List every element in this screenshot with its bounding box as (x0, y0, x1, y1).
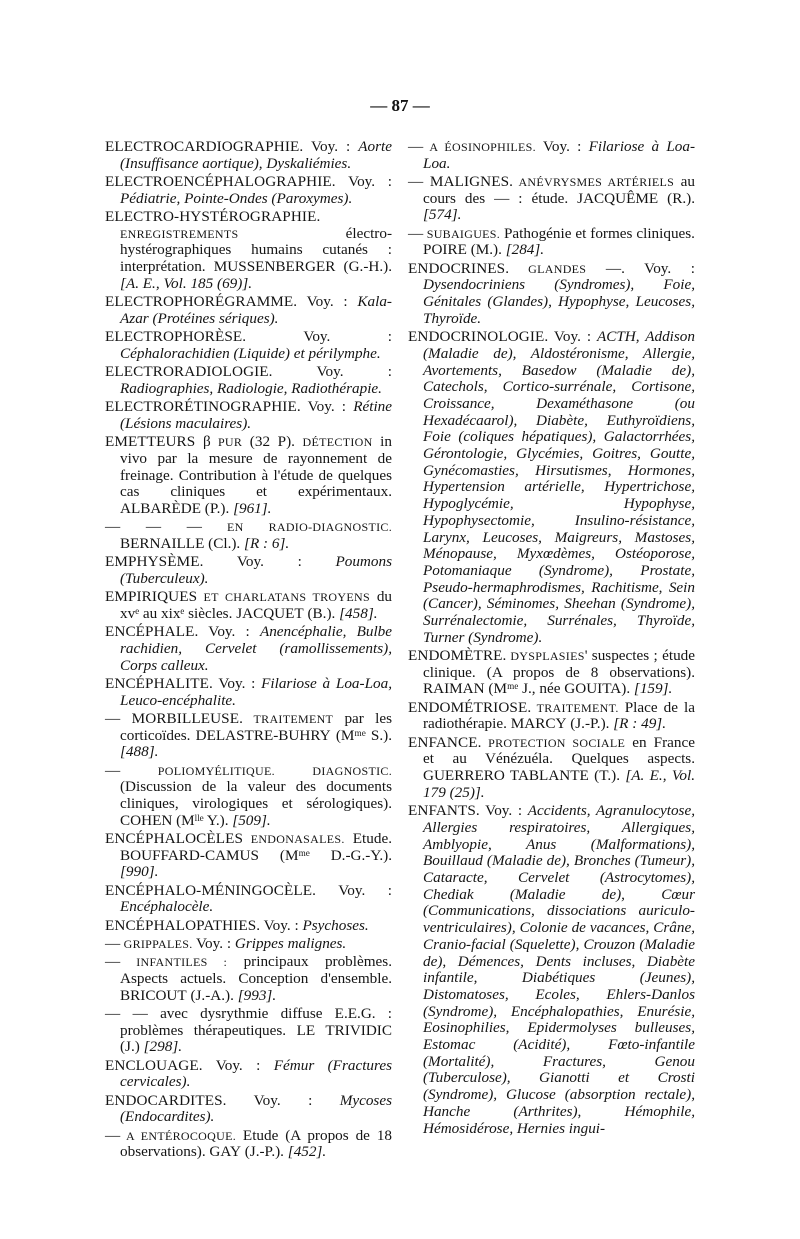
entry-heading: — (105, 761, 121, 779)
index-entry (105, 1006, 392, 1056)
index-entry (105, 329, 392, 362)
cross-reference: Dysendocriniens (Syndromes), Foie, Génitales (Glandes), Hypophyse, Leucoses, Thyroïde. (423, 276, 695, 327)
entry-heading: ELECTROPHORÉGRAMME. (105, 293, 298, 311)
entry-text: avec dysrythmie diffuse E.E.G. : problèmes thérapeutiques. (120, 1005, 392, 1039)
author-name: DELASTRE-BUHRY (195, 726, 331, 744)
citation-reference: [509]. (232, 811, 271, 829)
entry-text: par les corticoïdes. (120, 709, 392, 744)
subheading-smallcaps: TRAITEMENT (242, 711, 334, 726)
entry-text: (T.). (588, 767, 626, 785)
entry-text: Voy. : (192, 935, 235, 953)
subheading-smallcaps: POLIOMYÉLITIQUE. DIAGNOSTIC. (120, 763, 392, 778)
entry-text: ). (621, 680, 634, 698)
author-name: GUERRERO TABLANTE (423, 767, 589, 785)
cross-reference: Kala-Azar (Protéines sériques). (120, 293, 392, 327)
entry-text: (G.-H.). (335, 258, 393, 276)
subheading-smallcaps: ANÉVRYSMES ARTÉRIELS (513, 175, 675, 189)
entry-heading: EMETTEURS β (105, 433, 211, 451)
entry-text: électro-hystérographiques humains cutanés : interprétation. (120, 224, 392, 276)
entry-text: (B.). (303, 604, 340, 622)
citation-reference: [A. E., Vol. 179 (25)]. (423, 767, 696, 801)
citation-reference: [R : 49]. (613, 715, 666, 733)
voy-label: Voy. : (198, 623, 260, 641)
citation-reference: [A. E., Vol. 185 (69)]. (120, 274, 253, 292)
author-name: RAIMAN (423, 680, 485, 698)
author-name: BOUFFARD-CAMUS (120, 846, 259, 864)
voy-label: Voy. : (316, 881, 392, 899)
index-entry (105, 399, 392, 432)
index-entry (408, 648, 695, 698)
entry-heading: ELECTROPHORÈSE. (105, 328, 247, 346)
subheading-smallcaps: PUR (210, 435, 243, 450)
entry-text: in vivo par la mesure de rayonnement de freinage. Contribution à l'étude de quelques cas cliniques et expérimentaux. (120, 433, 392, 501)
entry-heading: ELECTRORADIOLOGIE. (105, 363, 273, 381)
subheading-smallcaps: ENDONASALES. (243, 832, 345, 847)
author-name: MARCY (510, 715, 567, 733)
index-entry (105, 174, 392, 207)
voy-label: Voy. : (297, 293, 358, 311)
entry-heading: ELECTRO-HYSTÉROGRAPHIE. (105, 208, 321, 225)
voy-label: Voy. : (212, 674, 262, 692)
index-entry (105, 1058, 392, 1091)
subheading-smallcaps: TRAITEMENT. (531, 700, 619, 715)
entry-text: (Cl.). (204, 534, 245, 552)
voy-label: Voy. : (335, 173, 392, 190)
subheading-smallcaps: SUBAIGUES. (423, 226, 501, 241)
right-column (408, 139, 695, 1139)
voy-label: Voy. : (260, 916, 303, 934)
entry-text: ' suspectes ; étude clinique. (A propos de 8 observations). (423, 647, 695, 681)
author-name: JACQUET (236, 604, 304, 622)
index-entry (105, 519, 392, 552)
index-entry (105, 831, 392, 881)
citation-reference: [298]. (143, 1038, 183, 1056)
entry-text: Voy. : (535, 138, 589, 155)
subheading-smallcaps: GLANDES (509, 261, 587, 276)
index-entry (105, 763, 392, 830)
index-entry (105, 918, 392, 935)
entry-text: —. Voy. : (586, 259, 696, 277)
entry-heading: ENCÉPHALOPATHIES. (105, 916, 261, 934)
voy-label: Voy. : (202, 1056, 274, 1074)
subheading-smallcaps: ENREGISTREMENTS (120, 226, 239, 241)
index-entry (408, 329, 695, 646)
entry-heading: ENFANCE. (408, 733, 482, 751)
entry-text: principaux problèmes. Aspects actuels. Conception d'ensemble. (120, 953, 393, 988)
cross-reference: Aorte (Insuffisance aortique), Dyskaliémies. (120, 138, 392, 172)
subheading-smallcaps: EN RADIO-DIAGNOSTIC. (202, 520, 392, 535)
author-name: MUSSENBERGER (213, 258, 336, 276)
subheading-smallcaps: PROTECTION SOCIALE (481, 735, 626, 750)
voy-label: Voy. : (272, 363, 392, 381)
entry-text: (P.). (201, 499, 234, 517)
entry-heading: — MORBILLEUSE. (105, 709, 243, 727)
author-name: ALBARÈDE (120, 499, 201, 517)
citation-reference: [574]. (423, 206, 462, 224)
entry-heading: — — — (105, 518, 203, 536)
entry-text: Place de la radiothérapie. (423, 698, 696, 733)
author-name: GOUITA (564, 680, 622, 698)
entry-text: (R.). (658, 189, 695, 207)
subheading-smallcaps: A ÉOSINOPHILES. (423, 140, 536, 154)
entry-heading: EMPHYSÈME. (105, 553, 204, 571)
index-entry (105, 624, 392, 674)
index-entry (105, 1128, 392, 1161)
cross-reference: Grippes malignes. (234, 935, 347, 953)
entry-heading: ELECTROENCÉPHALOGRAPHIE. (105, 173, 336, 190)
citation-reference: [990]. (120, 863, 159, 881)
citation-reference: [458]. (339, 604, 378, 622)
cross-reference: Mycoses (Endocardites). (120, 1091, 392, 1126)
author-name: POIRE (423, 241, 467, 259)
cross-reference: ACTH, Addison (Maladie de), Aldostéronisme, Allergie, Avortements, Basedow (Maladie de), Catechols, Cortico-surrénale, Cortisone, Croissance, Dexaméthasone (ou Hexadécaarol), Diabète, Euthyroïdiens, Foie (coliques hépatiques), Galactorrhées, Gérontologie, Glycémies, Goitres, Goutte, Gynécomasties, Hirsutismes, Hormones, Hypertension artérielle, Hypertrichose, Hypoglycémie, Hypophyse, Hypophysectomie, Insulino-résistance, Larynx, Leucoses, Maigreurs, Mastoses, Ménopause, Myxœdèmes, Ostéoporose, Potomaniaque (Syndrome), Prostate, Pseudo-hermaphrodismes, Rachitisme, Sein (Cancer), Séminomes, Sheehan (Syndrome), Surrénalectomie, Surrénales, Thyroïde, Turner (Syndrome). (423, 328, 695, 646)
entry-text: (J.-P.). (566, 715, 614, 733)
entry-text: (J.-A.). (186, 986, 238, 1004)
index-entry (408, 700, 695, 733)
entry-text: (Discussion de la valeur des documents cliniques, virologiques et sérologiques). (120, 778, 392, 813)
entry-text: en France et au Vénézuéla. Quelques aspects. (423, 733, 695, 768)
entry-text: Etude. (344, 830, 392, 848)
entry-heading: EMPIRIQUES (105, 588, 198, 606)
index-entry (105, 209, 392, 293)
index-entry (105, 711, 392, 761)
cross-reference: Radiographies, Radiologie, Radiothérapie. (120, 379, 382, 397)
index-entry (105, 554, 392, 587)
index-entry (408, 261, 695, 328)
cross-reference: Pédiatrie, Pointe-Ondes (Paroxymes). (120, 189, 353, 207)
cross-reference: Poumons (Tuberculeux). (120, 553, 392, 587)
author-name: GAY (209, 1143, 241, 1161)
voy-label: Voy. : (479, 802, 528, 820)
citation-reference: [488]. (120, 743, 159, 761)
cross-reference: Filariose à Loa-Loa, Leuco-encéphalite. (120, 674, 392, 709)
entry-heading: ENCÉPHALITE. (105, 674, 213, 692)
entry-heading: ENDOMÉTRIOSE. (408, 698, 532, 716)
entry-text: (J.) (120, 1038, 144, 1056)
index-entry (105, 434, 392, 518)
voy-label: Voy. : (303, 138, 359, 155)
index-entry (105, 676, 392, 709)
index-entry (408, 735, 695, 802)
entry-text: du xvᵉ au xixᵉ siècles. (120, 588, 393, 622)
index-entry (105, 294, 392, 327)
subheading-smallcaps: GRIPPALES. (120, 937, 193, 952)
author-name: BRICOUT (120, 986, 187, 1004)
voy-label: Voy. : (226, 1091, 340, 1109)
index-entry (105, 883, 392, 916)
cross-reference: Céphalorachidien (Liquide) et périlymphe. (120, 344, 381, 362)
entry-text: (Mᵐᵉ S.). (330, 726, 392, 744)
entry-heading: ENCÉPHALOCÈLES (105, 830, 244, 848)
citation-reference: [452]. (287, 1143, 327, 1161)
index-entry (105, 954, 392, 1004)
subheading-smallcaps: DÉTECTION (302, 435, 373, 450)
entry-heading: ENDOCARDITES. (105, 1091, 227, 1109)
cross-reference: Psychoses. (302, 916, 369, 934)
cross-reference: Fémur (Fractures cervicales). (120, 1056, 393, 1091)
page-number: — 87 — (370, 96, 430, 115)
entry-heading: — (105, 1126, 121, 1144)
entry-heading: ENCÉPHALE. (105, 623, 199, 641)
author-name: COHEN (120, 811, 173, 829)
entry-heading: — (105, 953, 121, 971)
entry-heading: ENDOCRINOLOGIE. (408, 328, 549, 346)
index-entry (408, 226, 695, 259)
entry-heading: ELECTRORÉTINOGRAPHIE. (105, 398, 301, 416)
cross-reference: Filariose à Loa-Loa. (423, 138, 696, 172)
entry-heading: — — (105, 1005, 148, 1023)
entry-heading: ENDOCRINES. (408, 259, 510, 277)
left-column (105, 139, 392, 1163)
entry-text: (Mᵐᵉ J., née (484, 680, 565, 698)
citation-reference: [993]. (237, 986, 277, 1004)
index-entry (408, 139, 695, 172)
voy-label: Voy. : (548, 328, 597, 346)
cross-reference: Anencéphalie, Bulbe rachidien, Cervelet (ramollissements), Corps calleux. (120, 623, 393, 674)
entry-heading: — (408, 138, 424, 155)
voy-label: Voy. : (300, 398, 354, 416)
author-name: JACQUÊME (577, 189, 659, 207)
entry-heading: — (408, 224, 424, 242)
cross-reference: Rétine (Lésions maculaires). (120, 398, 392, 432)
index-entry (105, 364, 392, 397)
entry-heading: ENDOMÈTRE. (408, 647, 507, 665)
entry-heading: ELECTROCARDIOGRAPHIE. (105, 138, 304, 155)
entry-text: Etude (A propos de 18 observations). (120, 1126, 393, 1161)
cross-reference: Encéphalocèle. (120, 898, 214, 916)
citation-reference: [R : 6]. (244, 534, 290, 552)
author-name: LE TRIVIDIC (296, 1021, 392, 1039)
entry-text: (Mˡˡᵉ Y.). (172, 811, 233, 829)
citation-reference: [159]. (633, 680, 673, 698)
entry-text: Pathogénie et formes cliniques. (500, 224, 695, 242)
entry-text: au cours des — : étude. (423, 173, 695, 207)
cross-reference: Accidents, Agranulocytose, Allergies respiratoires, Allergiques, Amblyopie, Anus (Malformations), Bouillaud (Maladie de), Bronches (Tumeur), Cataracte, Cervelet (Astrocytomes), Chediak (Maladie de), Cœur (Communications, dissociations auriculo-ventriculaires), Colonie de vacances, Crâne, Cranio-facial (Squelette), Crouzon (Maladie de), Démences, Dents incluses, Diabète infantile, Diabétiques (Jeunes), Distomatoses, Ecoles, Ehlers-Danlos (Syndrome), Encéphalopathies, Enurésie, Eosinophilies, Epidermolyses bulleuses, Estomac (Acidité), Fœto-infantile (Mortalité), Fractures, Genou (Tuberculose), Gianotti et Crosti (Syndrome), Glucose (absorption rectale), Hanche (Arthrites), Hémophile, Hémosidérose, Hernies ingui- (423, 802, 695, 1137)
entry-text: (M.). (466, 241, 506, 259)
entry-text: (32 P). (242, 433, 303, 451)
citation-reference: [961]. (233, 499, 272, 517)
index-entry (408, 803, 695, 1137)
index-entry (105, 936, 392, 953)
subheading-smallcaps: A ENTÉROCOQUE. (120, 1128, 237, 1143)
index-entry (408, 174, 695, 224)
subheading-smallcaps: INFANTILES : (120, 955, 228, 970)
citation-reference: [284]. (505, 241, 545, 259)
entry-heading: ENCÉPHALO-MÉNINGOCÈLE. (105, 881, 317, 899)
entry-text: (Mᵐᵉ D.-G.-Y.). (258, 846, 392, 864)
entry-heading: — (105, 935, 121, 953)
entry-heading: ENFANTS. (408, 802, 480, 820)
subheading-smallcaps: ET CHARLATANS TROYENS (197, 590, 370, 605)
author-name: BERNAILLE (120, 534, 205, 552)
entry-heading: ENCLOUAGE. (105, 1056, 203, 1074)
voy-label: Voy. : (203, 553, 336, 571)
index-entry (105, 139, 392, 172)
voy-label: Voy. : (246, 328, 392, 346)
entry-heading: — MALIGNES. (408, 173, 514, 190)
index-entry (105, 589, 392, 622)
index-entry (105, 1093, 392, 1126)
entry-text: (J.-P.). (240, 1143, 288, 1161)
subheading-smallcaps: DYSPLASIES (506, 649, 585, 664)
